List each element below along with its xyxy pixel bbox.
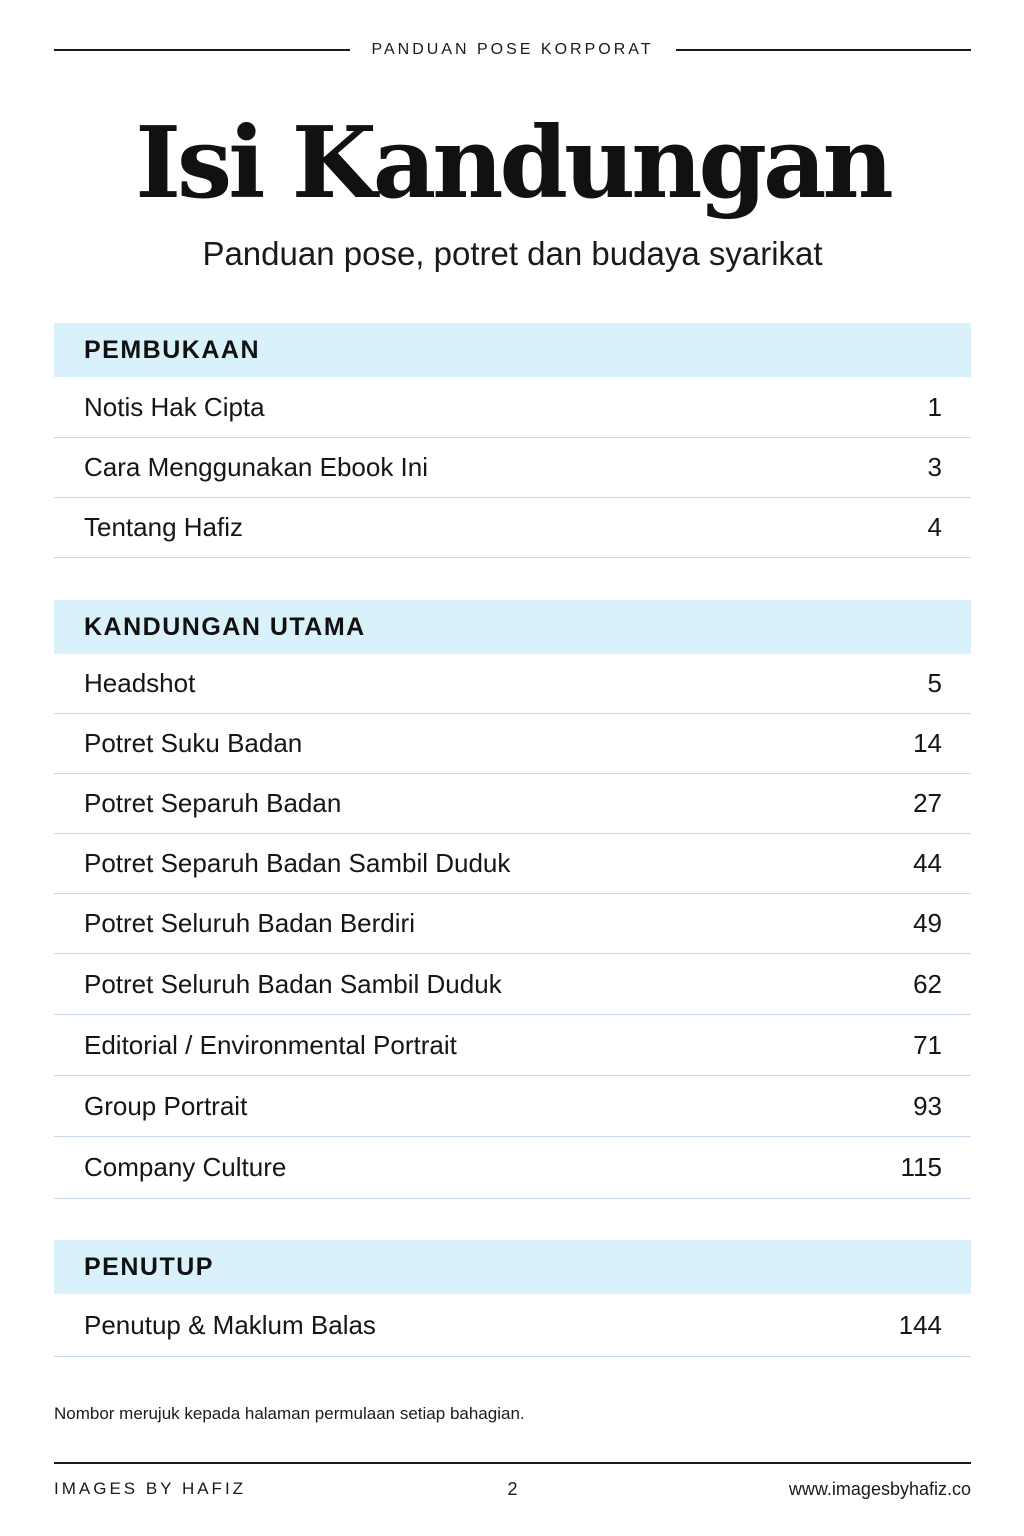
header-rule-left: [54, 49, 350, 51]
footnote: Nombor merujuk kepada halaman permulaan setiap bahagian.: [54, 1404, 525, 1423]
section-heading: PENUTUP: [54, 1240, 971, 1294]
toc-entry[interactable]: [54, 438, 971, 498]
toc-entry[interactable]: [54, 498, 971, 558]
toc-entry[interactable]: [54, 1294, 971, 1357]
toc-entry-page: 115: [900, 1152, 942, 1182]
page-footer: [54, 1476, 971, 1502]
toc-entry[interactable]: [54, 954, 971, 1015]
footer-brand: IMAGES BY HAFIZ: [54, 1479, 247, 1498]
header-rule: [54, 38, 971, 62]
section-heading: KANDUNGAN UTAMA: [54, 600, 971, 654]
toc-entry[interactable]: [54, 714, 971, 774]
toc-entry-page: 49: [913, 908, 942, 938]
toc-entry-label: Tentang Hafiz: [84, 512, 243, 542]
toc-entry-page: 93: [913, 1090, 942, 1121]
toc-entry[interactable]: [54, 377, 971, 438]
toc-entry-page: 5: [927, 668, 942, 698]
toc-entry-page: 62: [913, 968, 942, 999]
toc-entry-label: Headshot: [84, 668, 196, 698]
toc-entry[interactable]: [54, 774, 971, 834]
toc-entry[interactable]: [54, 1137, 971, 1199]
toc-entry-label: Potret Separuh Badan Sambil Duduk: [84, 848, 511, 878]
toc-entry-label: Company Culture: [84, 1152, 287, 1182]
toc-entry[interactable]: [54, 1076, 971, 1137]
toc-entry-page: 27: [913, 788, 942, 818]
toc-entry-label: Group Portrait: [84, 1090, 248, 1121]
toc-entry-label: Cara Menggunakan Ebook Ini: [84, 452, 429, 482]
toc-entry-label: Penutup & Maklum Balas: [84, 1309, 376, 1340]
header-rule-right: [676, 49, 972, 51]
section-pembukaan: [54, 323, 971, 558]
toc-entry-page: 144: [898, 1309, 942, 1340]
toc-entry-label: Notis Hak Cipta: [84, 391, 265, 422]
page-title: Isi Kandungan: [135, 106, 890, 221]
toc-entry-label: Potret Suku Badan: [84, 728, 303, 758]
toc-entry-page: 71: [913, 1029, 942, 1060]
toc-entry-page: 1: [927, 391, 942, 422]
toc-entry[interactable]: [54, 654, 971, 714]
toc-entry-page: 4: [927, 512, 942, 542]
header-eyebrow: PANDUAN POSE KORPORAT: [371, 41, 654, 58]
toc-entry[interactable]: [54, 1015, 971, 1076]
toc-entry[interactable]: [54, 894, 971, 954]
toc-entry-label: Potret Seluruh Badan Berdiri: [84, 908, 415, 938]
toc-entry-page: 14: [913, 728, 942, 758]
toc-entry-page: 44: [913, 848, 942, 878]
footer-rule: [54, 1462, 971, 1464]
toc-entry[interactable]: [54, 834, 971, 894]
section-penutup: [54, 1240, 971, 1357]
toc-entry-page: 3: [927, 452, 942, 482]
toc-entry-label: Potret Separuh Badan: [84, 788, 342, 818]
toc-entry-label: Potret Seluruh Badan Sambil Duduk: [84, 968, 502, 999]
toc-entry-label: Editorial / Environmental Portrait: [84, 1029, 457, 1060]
section-kandungan-utama: [54, 600, 971, 1199]
footer-page-number: 2: [507, 1478, 518, 1499]
footer-url[interactable]: www.imagesbyhafiz.co: [788, 1478, 971, 1499]
section-heading: PEMBUKAAN: [54, 323, 971, 377]
page-subtitle: Panduan pose, potret dan budaya syarikat: [202, 235, 823, 272]
